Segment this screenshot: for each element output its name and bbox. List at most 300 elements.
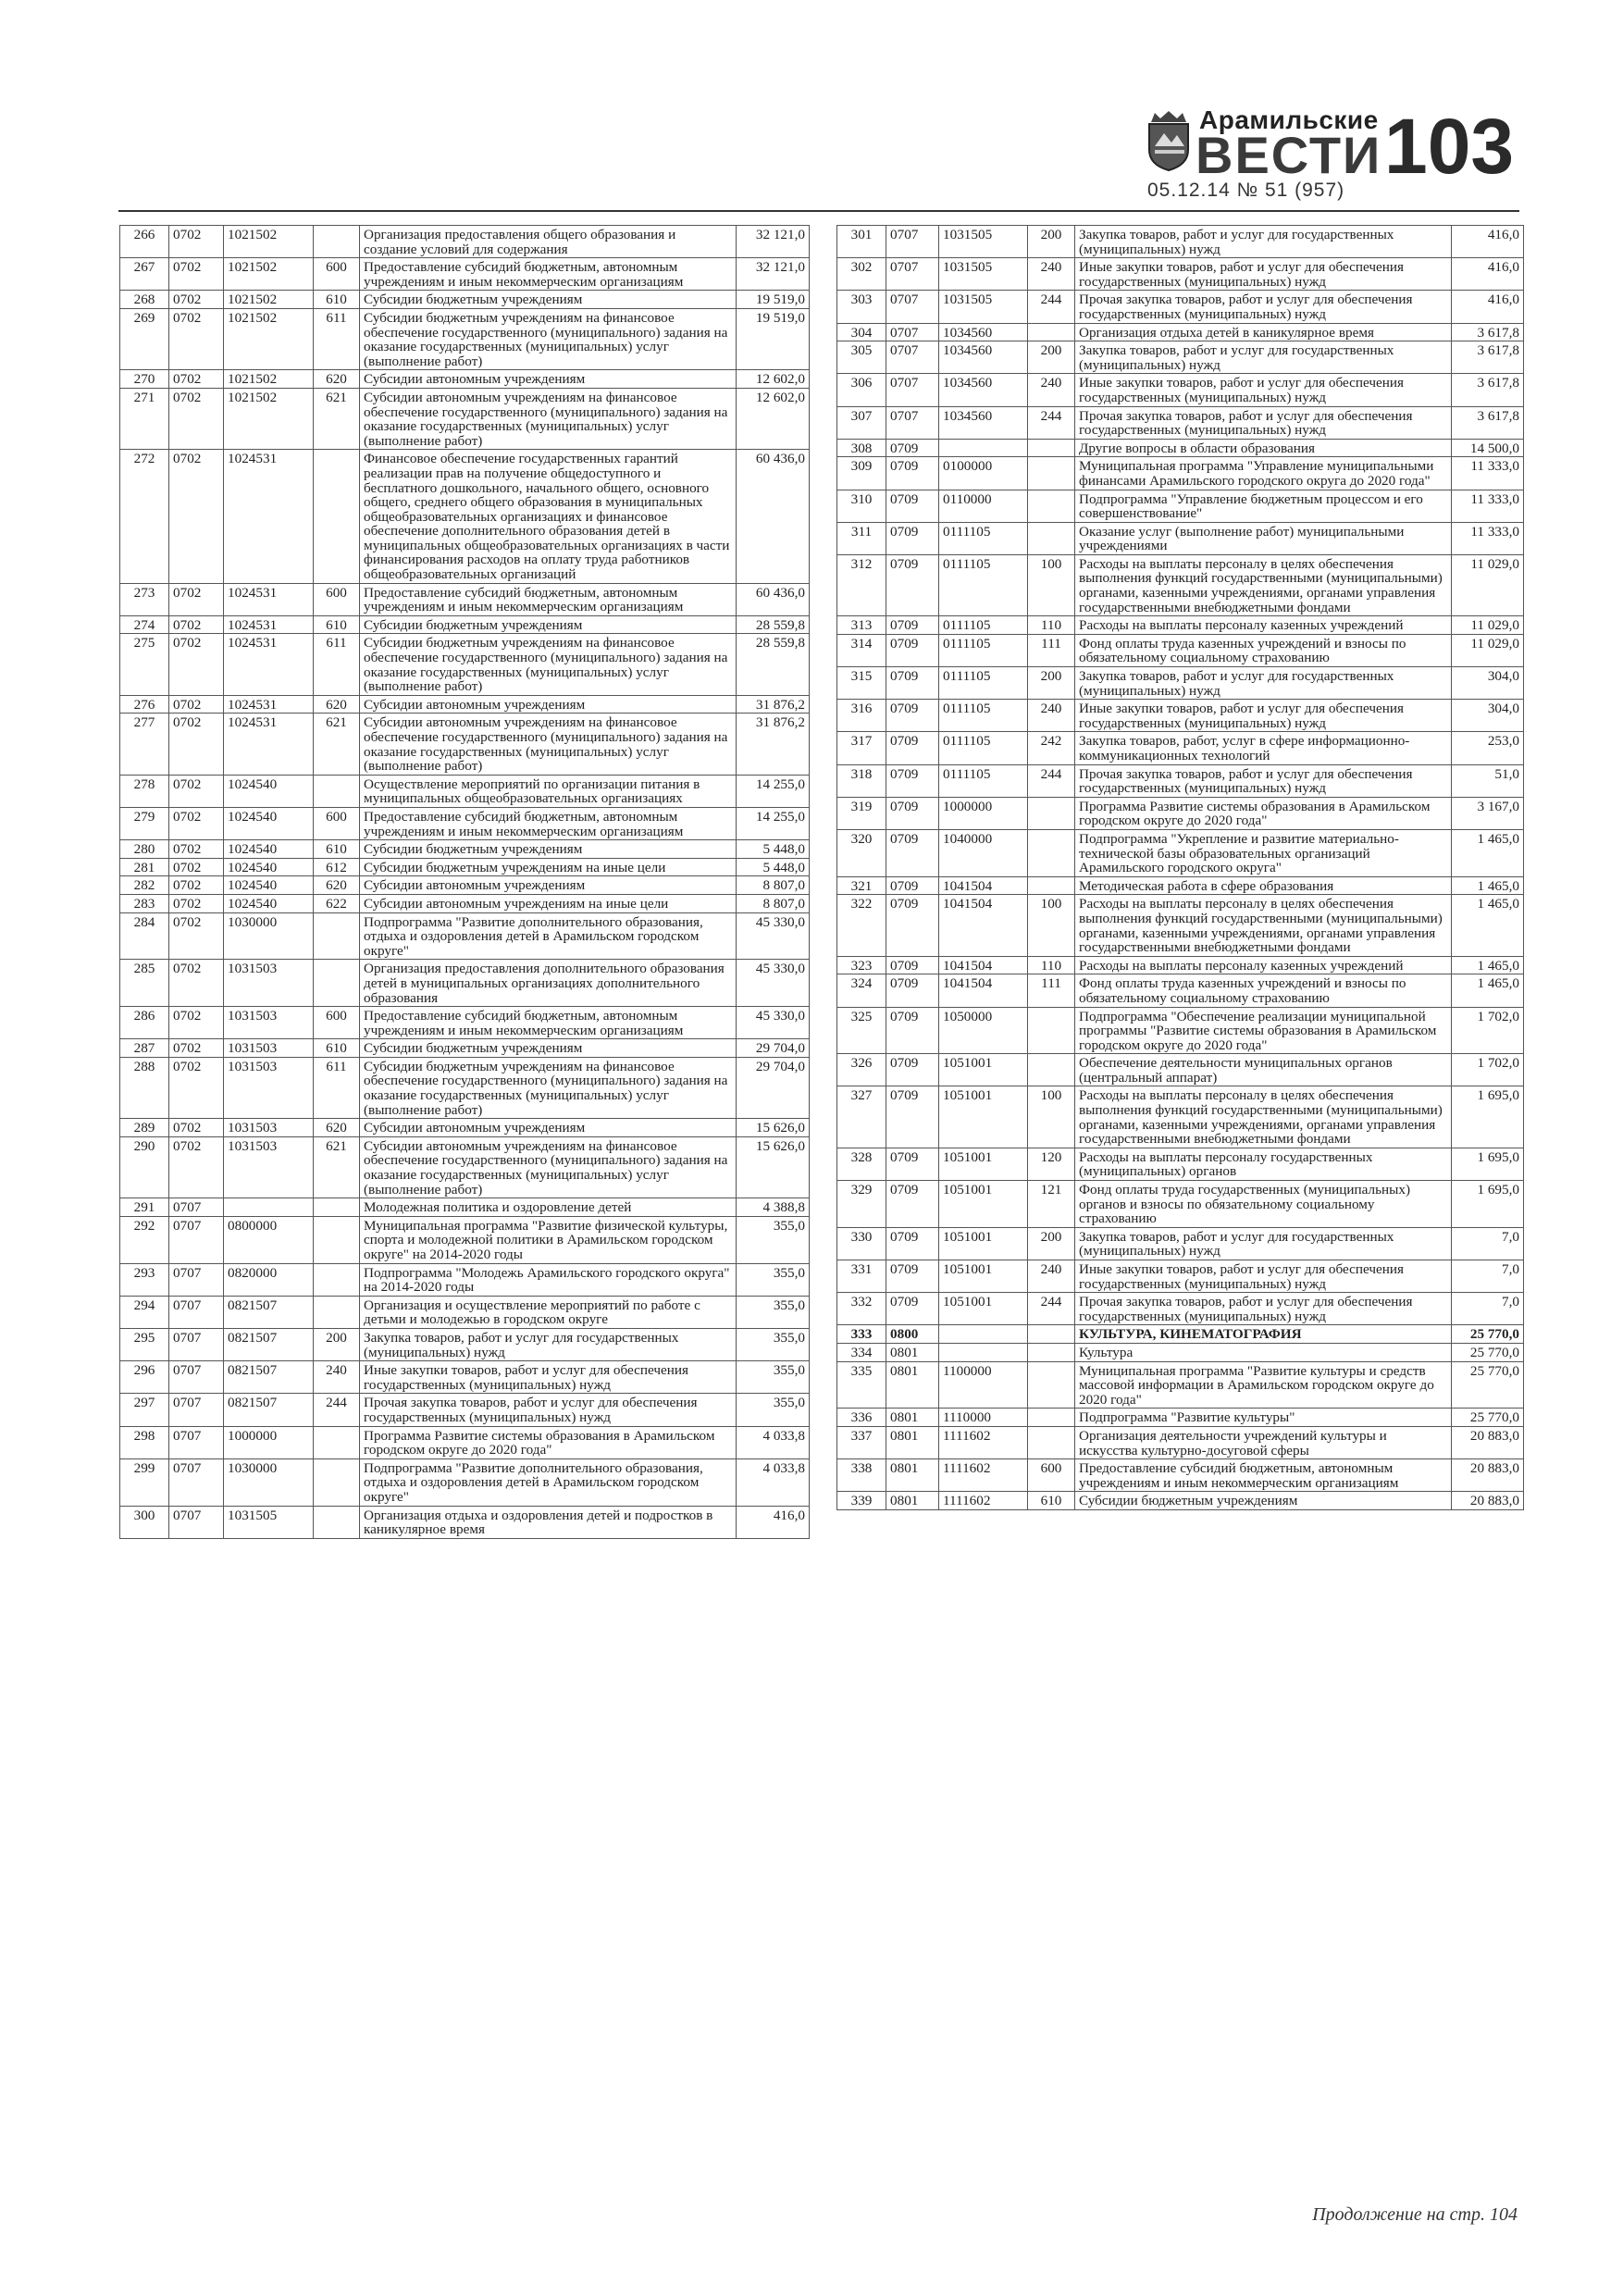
description: Подпрограмма "Укрепление и развитие материально- технической базы образовательных организаций Арамильского городского округа" <box>1075 829 1452 876</box>
section-code: 0709 <box>886 667 939 700</box>
description: Прочая закупка товаров, работ и услуг для обеспечения государственных (муниципальных) нужд <box>1075 1293 1452 1325</box>
row-number: 308 <box>837 439 886 457</box>
section-code: 0709 <box>886 1148 939 1180</box>
expense-type: 620 <box>314 1119 360 1137</box>
description: Закупка товаров, работ и услуг для государственных (муниципальных) нужд <box>360 1328 737 1360</box>
target-article: 1041504 <box>939 895 1028 956</box>
table-row <box>837 406 1524 439</box>
row-number: 285 <box>120 960 169 1007</box>
description: Фонд оплаты труда государственных (муниципальных) органов и взносы по обязательному социальному страхованию <box>1075 1181 1452 1228</box>
section-code: 0709 <box>886 732 939 764</box>
row-number: 290 <box>120 1136 169 1198</box>
expense-type: 621 <box>314 388 360 449</box>
amount: 5 448,0 <box>737 840 810 859</box>
amount: 11 333,0 <box>1452 522 1524 554</box>
row-number: 318 <box>837 764 886 797</box>
section-code: 0707 <box>886 323 939 341</box>
table-row <box>120 1216 810 1263</box>
row-number: 317 <box>837 732 886 764</box>
section-code: 0702 <box>169 1136 224 1198</box>
expense-type: 622 <box>314 894 360 912</box>
amount: 4 033,8 <box>737 1458 810 1506</box>
amount: 4 033,8 <box>737 1426 810 1458</box>
section-code: 0702 <box>169 258 224 291</box>
row-number: 293 <box>120 1263 169 1296</box>
expense-type <box>1028 1361 1075 1409</box>
target-article: 1024540 <box>224 876 314 895</box>
amount: 15 626,0 <box>737 1136 810 1198</box>
table-row <box>837 226 1524 258</box>
expense-type: 612 <box>314 858 360 876</box>
section-code: 0702 <box>169 894 224 912</box>
description: Иные закупки товаров, работ и услуг для обеспечения государственных (муниципальных) нужд <box>1075 374 1452 406</box>
row-number: 296 <box>120 1361 169 1394</box>
row-number: 311 <box>837 522 886 554</box>
amount: 416,0 <box>1452 226 1524 258</box>
target-article: 1024540 <box>224 858 314 876</box>
row-number: 329 <box>837 1181 886 1228</box>
expense-type: 111 <box>1028 974 1075 1007</box>
section-code: 0707 <box>886 258 939 291</box>
description: Методическая работа в сфере образования <box>1075 876 1452 895</box>
table-row <box>837 797 1524 829</box>
description: Закупка товаров, работ и услуг для государственных (муниципальных) нужд <box>1075 226 1452 258</box>
description: Субсидии автономным учреждениям на иные цели <box>360 894 737 912</box>
table-row <box>120 634 810 695</box>
section-code: 0709 <box>886 956 939 974</box>
expense-type: 110 <box>1028 956 1075 974</box>
table-row <box>120 1039 810 1058</box>
table-row <box>837 554 1524 615</box>
description: Субсидии бюджетным учреждениям <box>360 840 737 859</box>
section-code: 0709 <box>886 1181 939 1228</box>
amount: 1 702,0 <box>1452 1054 1524 1086</box>
table-row <box>837 1054 1524 1086</box>
target-article: 1031505 <box>939 291 1028 323</box>
amount: 29 704,0 <box>737 1057 810 1118</box>
table-row <box>120 1198 810 1217</box>
description: Молодежная политика и оздоровление детей <box>360 1198 737 1217</box>
description: Другие вопросы в области образования <box>1075 439 1452 457</box>
amount: 60 436,0 <box>737 583 810 615</box>
table-row <box>120 1328 810 1360</box>
target-article: 0111105 <box>939 732 1028 764</box>
amount: 20 883,0 <box>1452 1492 1524 1510</box>
section-code: 0702 <box>169 450 224 583</box>
description: Прочая закупка товаров, работ и услуг для обеспечения государственных (муниципальных) нужд <box>1075 764 1452 797</box>
description: Иные закупки товаров, работ и услуг для обеспечения государственных (муниципальных) нужд <box>360 1361 737 1394</box>
expense-type <box>1028 1343 1075 1361</box>
expense-type <box>314 775 360 807</box>
amount: 12 602,0 <box>737 370 810 389</box>
amount: 12 602,0 <box>737 388 810 449</box>
section-code: 0801 <box>886 1343 939 1361</box>
target-article: 1031503 <box>224 1057 314 1118</box>
section-code: 0709 <box>886 616 939 635</box>
expense-type: 600 <box>314 807 360 839</box>
expense-type <box>1028 522 1075 554</box>
target-article: 1021502 <box>224 291 314 309</box>
amount: 355,0 <box>737 1328 810 1360</box>
table-row <box>120 840 810 859</box>
row-number: 271 <box>120 388 169 449</box>
expense-type <box>314 1458 360 1506</box>
table-row <box>837 258 1524 291</box>
amount: 7,0 <box>1452 1293 1524 1325</box>
row-number: 302 <box>837 258 886 291</box>
section-code: 0707 <box>169 1458 224 1506</box>
amount: 32 121,0 <box>737 226 810 258</box>
target-article: 1024540 <box>224 807 314 839</box>
expense-type: 244 <box>1028 291 1075 323</box>
target-article: 1031505 <box>939 258 1028 291</box>
amount: 3 617,8 <box>1452 323 1524 341</box>
expense-type: 240 <box>314 1361 360 1394</box>
row-number: 303 <box>837 291 886 323</box>
table-row <box>120 1263 810 1296</box>
section-code: 0801 <box>886 1426 939 1458</box>
expense-type: 100 <box>1028 1086 1075 1148</box>
description: Субсидии бюджетным учреждениям на финансовое обеспечение государственного (муниципального) задания на оказание государственных (муниципальных) услуг (выполнение работ) <box>360 308 737 369</box>
description: Культура <box>1075 1343 1452 1361</box>
table-row <box>837 1343 1524 1361</box>
section-code: 0707 <box>169 1361 224 1394</box>
amount: 1 695,0 <box>1452 1086 1524 1148</box>
target-article: 1024531 <box>224 583 314 615</box>
expense-type: 600 <box>314 583 360 615</box>
target-article: 0111105 <box>939 764 1028 797</box>
section-code: 0707 <box>169 1216 224 1263</box>
row-number: 332 <box>837 1293 886 1325</box>
description: Субсидии бюджетным учреждениям <box>360 1039 737 1058</box>
table-row <box>120 775 810 807</box>
section-code: 0709 <box>886 634 939 666</box>
description: Прочая закупка товаров, работ и услуг для обеспечения государственных (муниципальных) нужд <box>360 1394 737 1426</box>
table-row <box>837 1492 1524 1510</box>
target-article: 1034560 <box>939 374 1028 406</box>
table-row <box>837 1086 1524 1148</box>
amount: 29 704,0 <box>737 1039 810 1058</box>
description: Субсидии автономным учреждениям <box>360 876 737 895</box>
row-number: 319 <box>837 797 886 829</box>
expense-type <box>314 1263 360 1296</box>
issue-date: 05.12.14 № 51 (957) <box>1147 180 1345 201</box>
amount: 11 029,0 <box>1452 634 1524 666</box>
expense-type <box>1028 1409 1075 1427</box>
amount: 304,0 <box>1452 700 1524 732</box>
expense-type: 200 <box>1028 226 1075 258</box>
description: Расходы на выплаты персоналу в целях обеспечения выполнения функций государственными (муниципальными) органами, казенными учреждениями, органами управления государственными внебюджетными фондами <box>1075 895 1452 956</box>
section-code: 0702 <box>169 960 224 1007</box>
amount: 25 770,0 <box>1452 1325 1524 1344</box>
description: Фонд оплаты труда казенных учреждений и взносы по обязательному социальному страхованию <box>1075 634 1452 666</box>
target-article: 1000000 <box>224 1426 314 1458</box>
section-code: 0707 <box>886 341 939 374</box>
amount: 416,0 <box>1452 258 1524 291</box>
amount: 20 883,0 <box>1452 1426 1524 1458</box>
target-article: 1031503 <box>224 960 314 1007</box>
amount: 28 559,8 <box>737 634 810 695</box>
table-row <box>837 1148 1524 1180</box>
amount: 32 121,0 <box>737 258 810 291</box>
section-code: 0707 <box>886 291 939 323</box>
target-article: 1024531 <box>224 450 314 583</box>
row-number: 276 <box>120 695 169 714</box>
table-row <box>837 956 1524 974</box>
expense-type: 610 <box>314 840 360 859</box>
row-number: 310 <box>837 490 886 522</box>
description: Подпрограмма "Развитие дополнительного образования, отдыха и оздоровления детей в Арамильском городском округе" <box>360 1458 737 1506</box>
table-row <box>120 960 810 1007</box>
section-code: 0702 <box>169 634 224 695</box>
row-number: 330 <box>837 1227 886 1260</box>
description: Расходы на выплаты персоналу в целях обеспечения выполнения функций государственными (муниципальными) органами, казенными учреждениями, органами управления государственными внебюджетными фондами <box>1075 554 1452 615</box>
section-code: 0702 <box>169 583 224 615</box>
expense-type: 240 <box>1028 258 1075 291</box>
row-number: 331 <box>837 1260 886 1293</box>
description: Организация предоставления дополнительного образования детей в муниципальных организациях дополнительного образования <box>360 960 737 1007</box>
expense-type: 600 <box>1028 1459 1075 1492</box>
expense-type: 240 <box>1028 1260 1075 1293</box>
description: Обеспечение деятельности муниципальных органов (центральный аппарат) <box>1075 1054 1452 1086</box>
target-article: 1051001 <box>939 1227 1028 1260</box>
section-code: 0709 <box>886 490 939 522</box>
row-number: 335 <box>837 1361 886 1409</box>
target-article: 1000000 <box>939 797 1028 829</box>
section-code: 0702 <box>169 840 224 859</box>
row-number: 286 <box>120 1007 169 1039</box>
expense-type <box>1028 1054 1075 1086</box>
description: Расходы на выплаты персоналу казенных учреждений <box>1075 956 1452 974</box>
section-code: 0709 <box>886 895 939 956</box>
section-code: 0707 <box>169 1198 224 1217</box>
row-number: 304 <box>837 323 886 341</box>
brand-subtitle: Арамильские <box>1199 105 1379 134</box>
table-row <box>837 1227 1524 1260</box>
description: Фонд оплаты труда казенных учреждений и взносы по обязательному социальному страхованию <box>1075 974 1452 1007</box>
row-number: 292 <box>120 1216 169 1263</box>
table-row <box>120 388 810 449</box>
expense-type: 610 <box>1028 1492 1075 1510</box>
row-number: 267 <box>120 258 169 291</box>
description: Организация отдыха детей в каникулярное время <box>1075 323 1452 341</box>
section-code: 0707 <box>886 226 939 258</box>
amount: 355,0 <box>737 1216 810 1263</box>
target-article: 1050000 <box>939 1007 1028 1054</box>
expense-type <box>314 450 360 583</box>
amount: 3 617,8 <box>1452 374 1524 406</box>
row-number: 291 <box>120 1198 169 1217</box>
expense-type: 611 <box>314 308 360 369</box>
table-row <box>837 1260 1524 1293</box>
target-article: 0110000 <box>939 490 1028 522</box>
expense-type <box>1028 1325 1075 1344</box>
target-article: 0821507 <box>224 1394 314 1426</box>
expense-type: 244 <box>314 1394 360 1426</box>
target-article <box>939 1343 1028 1361</box>
target-article <box>939 1325 1028 1344</box>
target-article: 1031503 <box>224 1136 314 1198</box>
section-code: 0702 <box>169 226 224 258</box>
section-code: 0702 <box>169 1119 224 1137</box>
row-number: 336 <box>837 1409 886 1427</box>
table-row <box>120 1057 810 1118</box>
description: Организация и осуществление мероприятий по работе с детьми и молодежью в городском округе <box>360 1296 737 1328</box>
amount: 45 330,0 <box>737 960 810 1007</box>
table-row <box>837 1007 1524 1054</box>
expense-type: 240 <box>1028 374 1075 406</box>
expense-type: 100 <box>1028 895 1075 956</box>
description: Предоставление субсидий бюджетным, автономным учреждениям и иным некоммерческим организациям <box>360 1007 737 1039</box>
table-row <box>837 522 1524 554</box>
description: Закупка товаров, работ и услуг для государственных (муниципальных) нужд <box>1075 667 1452 700</box>
amount: 14 255,0 <box>737 807 810 839</box>
target-article: 0111105 <box>939 667 1028 700</box>
description: Организация предоставления общего образования и создание условий для содержания <box>360 226 737 258</box>
header-rule <box>118 210 1519 212</box>
amount: 60 436,0 <box>737 450 810 583</box>
section-code: 0709 <box>886 797 939 829</box>
table-row <box>837 732 1524 764</box>
table-row <box>120 1394 810 1426</box>
row-number: 281 <box>120 858 169 876</box>
section-code: 0707 <box>169 1426 224 1458</box>
description: Предоставление субсидий бюджетным, автономным учреждениям и иным некоммерческим организациям <box>360 258 737 291</box>
description: Расходы на выплаты персоналу в целях обеспечения выполнения функций государственными (муниципальными) органами, казенными учреждениями, органами управления государственными внебюджетными фондами <box>1075 1086 1452 1148</box>
target-article: 0821507 <box>224 1296 314 1328</box>
section-code: 0702 <box>169 1057 224 1118</box>
target-article: 1111602 <box>939 1459 1028 1492</box>
section-code: 0702 <box>169 876 224 895</box>
description: Субсидии автономным учреждениям <box>360 1119 737 1137</box>
target-article: 1030000 <box>224 912 314 960</box>
description: Организация отдыха и оздоровления детей и подростков в каникулярное время <box>360 1506 737 1538</box>
section-code: 0709 <box>886 974 939 1007</box>
section-code: 0709 <box>886 1007 939 1054</box>
description: Финансовое обеспечение государственных гарантий реализации прав на получение общедоступного и бесплатного дошкольного, начального общего, основного общего, среднего общего образования в муниципальных общеобразовательных организациях и финансовое обеспечение дополнительного образования детей в муниципальных общеобразовательных организациях в части финансирования расходов на оплату труда работников общеобразовательных организаций <box>360 450 737 583</box>
description: Прочая закупка товаров, работ и услуг для обеспечения государственных (муниципальных) нужд <box>1075 291 1452 323</box>
row-number: 324 <box>837 974 886 1007</box>
description: Закупка товаров, работ и услуг для государственных (муниципальных) нужд <box>1075 1227 1452 1260</box>
row-number: 328 <box>837 1148 886 1180</box>
amount: 11 333,0 <box>1452 490 1524 522</box>
row-number: 326 <box>837 1054 886 1086</box>
target-article: 0821507 <box>224 1328 314 1360</box>
section-code: 0801 <box>886 1361 939 1409</box>
amount: 19 519,0 <box>737 291 810 309</box>
table-row <box>120 876 810 895</box>
row-number: 315 <box>837 667 886 700</box>
brand-title: ВЕСТИ <box>1196 126 1382 184</box>
section-code: 0801 <box>886 1409 939 1427</box>
table-row <box>120 1007 810 1039</box>
amount: 253,0 <box>1452 732 1524 764</box>
table-row <box>120 615 810 634</box>
target-article: 1024531 <box>224 714 314 775</box>
table-row <box>837 764 1524 797</box>
description: Закупка товаров, работ и услуг для государственных (муниципальных) нужд <box>1075 341 1452 374</box>
expense-type <box>314 1296 360 1328</box>
amount: 8 807,0 <box>737 876 810 895</box>
expense-type: 110 <box>1028 616 1075 635</box>
amount: 28 559,8 <box>737 615 810 634</box>
section-code: 0709 <box>886 1054 939 1086</box>
description: Субсидии бюджетным учреждениям на иные цели <box>360 858 737 876</box>
table-row <box>120 1361 810 1394</box>
expense-type: 621 <box>314 714 360 775</box>
amount: 3 617,8 <box>1452 341 1524 374</box>
expense-type: 600 <box>314 258 360 291</box>
table-row <box>837 1293 1524 1325</box>
description: Муниципальная программа "Управление муниципальными финансами Арамильского городского округа до 2020 года" <box>1075 457 1452 490</box>
target-article: 1031503 <box>224 1007 314 1039</box>
target-article: 1021502 <box>224 308 314 369</box>
amount: 3 167,0 <box>1452 797 1524 829</box>
target-article: 1110000 <box>939 1409 1028 1427</box>
description: Предоставление субсидий бюджетным, автономным учреждениям и иным некоммерческим организациям <box>1075 1459 1452 1492</box>
amount: 355,0 <box>737 1361 810 1394</box>
section-code: 0709 <box>886 1293 939 1325</box>
amount: 355,0 <box>737 1263 810 1296</box>
expense-type: 111 <box>1028 634 1075 666</box>
target-article: 1040000 <box>939 829 1028 876</box>
section-code: 0709 <box>886 876 939 895</box>
amount: 51,0 <box>1452 764 1524 797</box>
row-number: 275 <box>120 634 169 695</box>
target-article: 1034560 <box>939 323 1028 341</box>
expense-type <box>1028 797 1075 829</box>
row-number: 301 <box>837 226 886 258</box>
table-row <box>837 1361 1524 1409</box>
row-number: 338 <box>837 1459 886 1492</box>
amount: 1 465,0 <box>1452 895 1524 956</box>
expense-type <box>1028 490 1075 522</box>
continuation-note: Продолжение на стр. 104 <box>1312 2204 1518 2225</box>
section-code: 0702 <box>169 370 224 389</box>
row-number: 325 <box>837 1007 886 1054</box>
amount: 4 388,8 <box>737 1198 810 1217</box>
expense-type: 200 <box>314 1328 360 1360</box>
section-code: 0702 <box>169 807 224 839</box>
description: Расходы на выплаты персоналу казенных учреждений <box>1075 616 1452 635</box>
section-code: 0709 <box>886 1227 939 1260</box>
section-code: 0702 <box>169 695 224 714</box>
row-number: 323 <box>837 956 886 974</box>
description: Подпрограмма "Молодежь Арамильского городского округа" на 2014-2020 годы <box>360 1263 737 1296</box>
row-number: 321 <box>837 876 886 895</box>
row-number: 298 <box>120 1426 169 1458</box>
table-row <box>837 1459 1524 1492</box>
expense-type <box>1028 1426 1075 1458</box>
target-article: 0111105 <box>939 554 1028 615</box>
target-article: 1031503 <box>224 1119 314 1137</box>
target-article: 1051001 <box>939 1260 1028 1293</box>
target-article: 1034560 <box>939 341 1028 374</box>
section-code: 0709 <box>886 700 939 732</box>
amount: 14 255,0 <box>737 775 810 807</box>
amount: 355,0 <box>737 1296 810 1328</box>
row-number: 312 <box>837 554 886 615</box>
row-number: 283 <box>120 894 169 912</box>
expense-type <box>314 1198 360 1217</box>
row-number: 305 <box>837 341 886 374</box>
description: Иные закупки товаров, работ и услуг для обеспечения государственных (муниципальных) нужд <box>1075 1260 1452 1293</box>
target-article: 1051001 <box>939 1181 1028 1228</box>
description: Прочая закупка товаров, работ и услуг для обеспечения государственных (муниципальных) нужд <box>1075 406 1452 439</box>
section-code: 0707 <box>169 1506 224 1538</box>
masthead <box>1146 102 1534 204</box>
section-code: 0702 <box>169 1039 224 1058</box>
